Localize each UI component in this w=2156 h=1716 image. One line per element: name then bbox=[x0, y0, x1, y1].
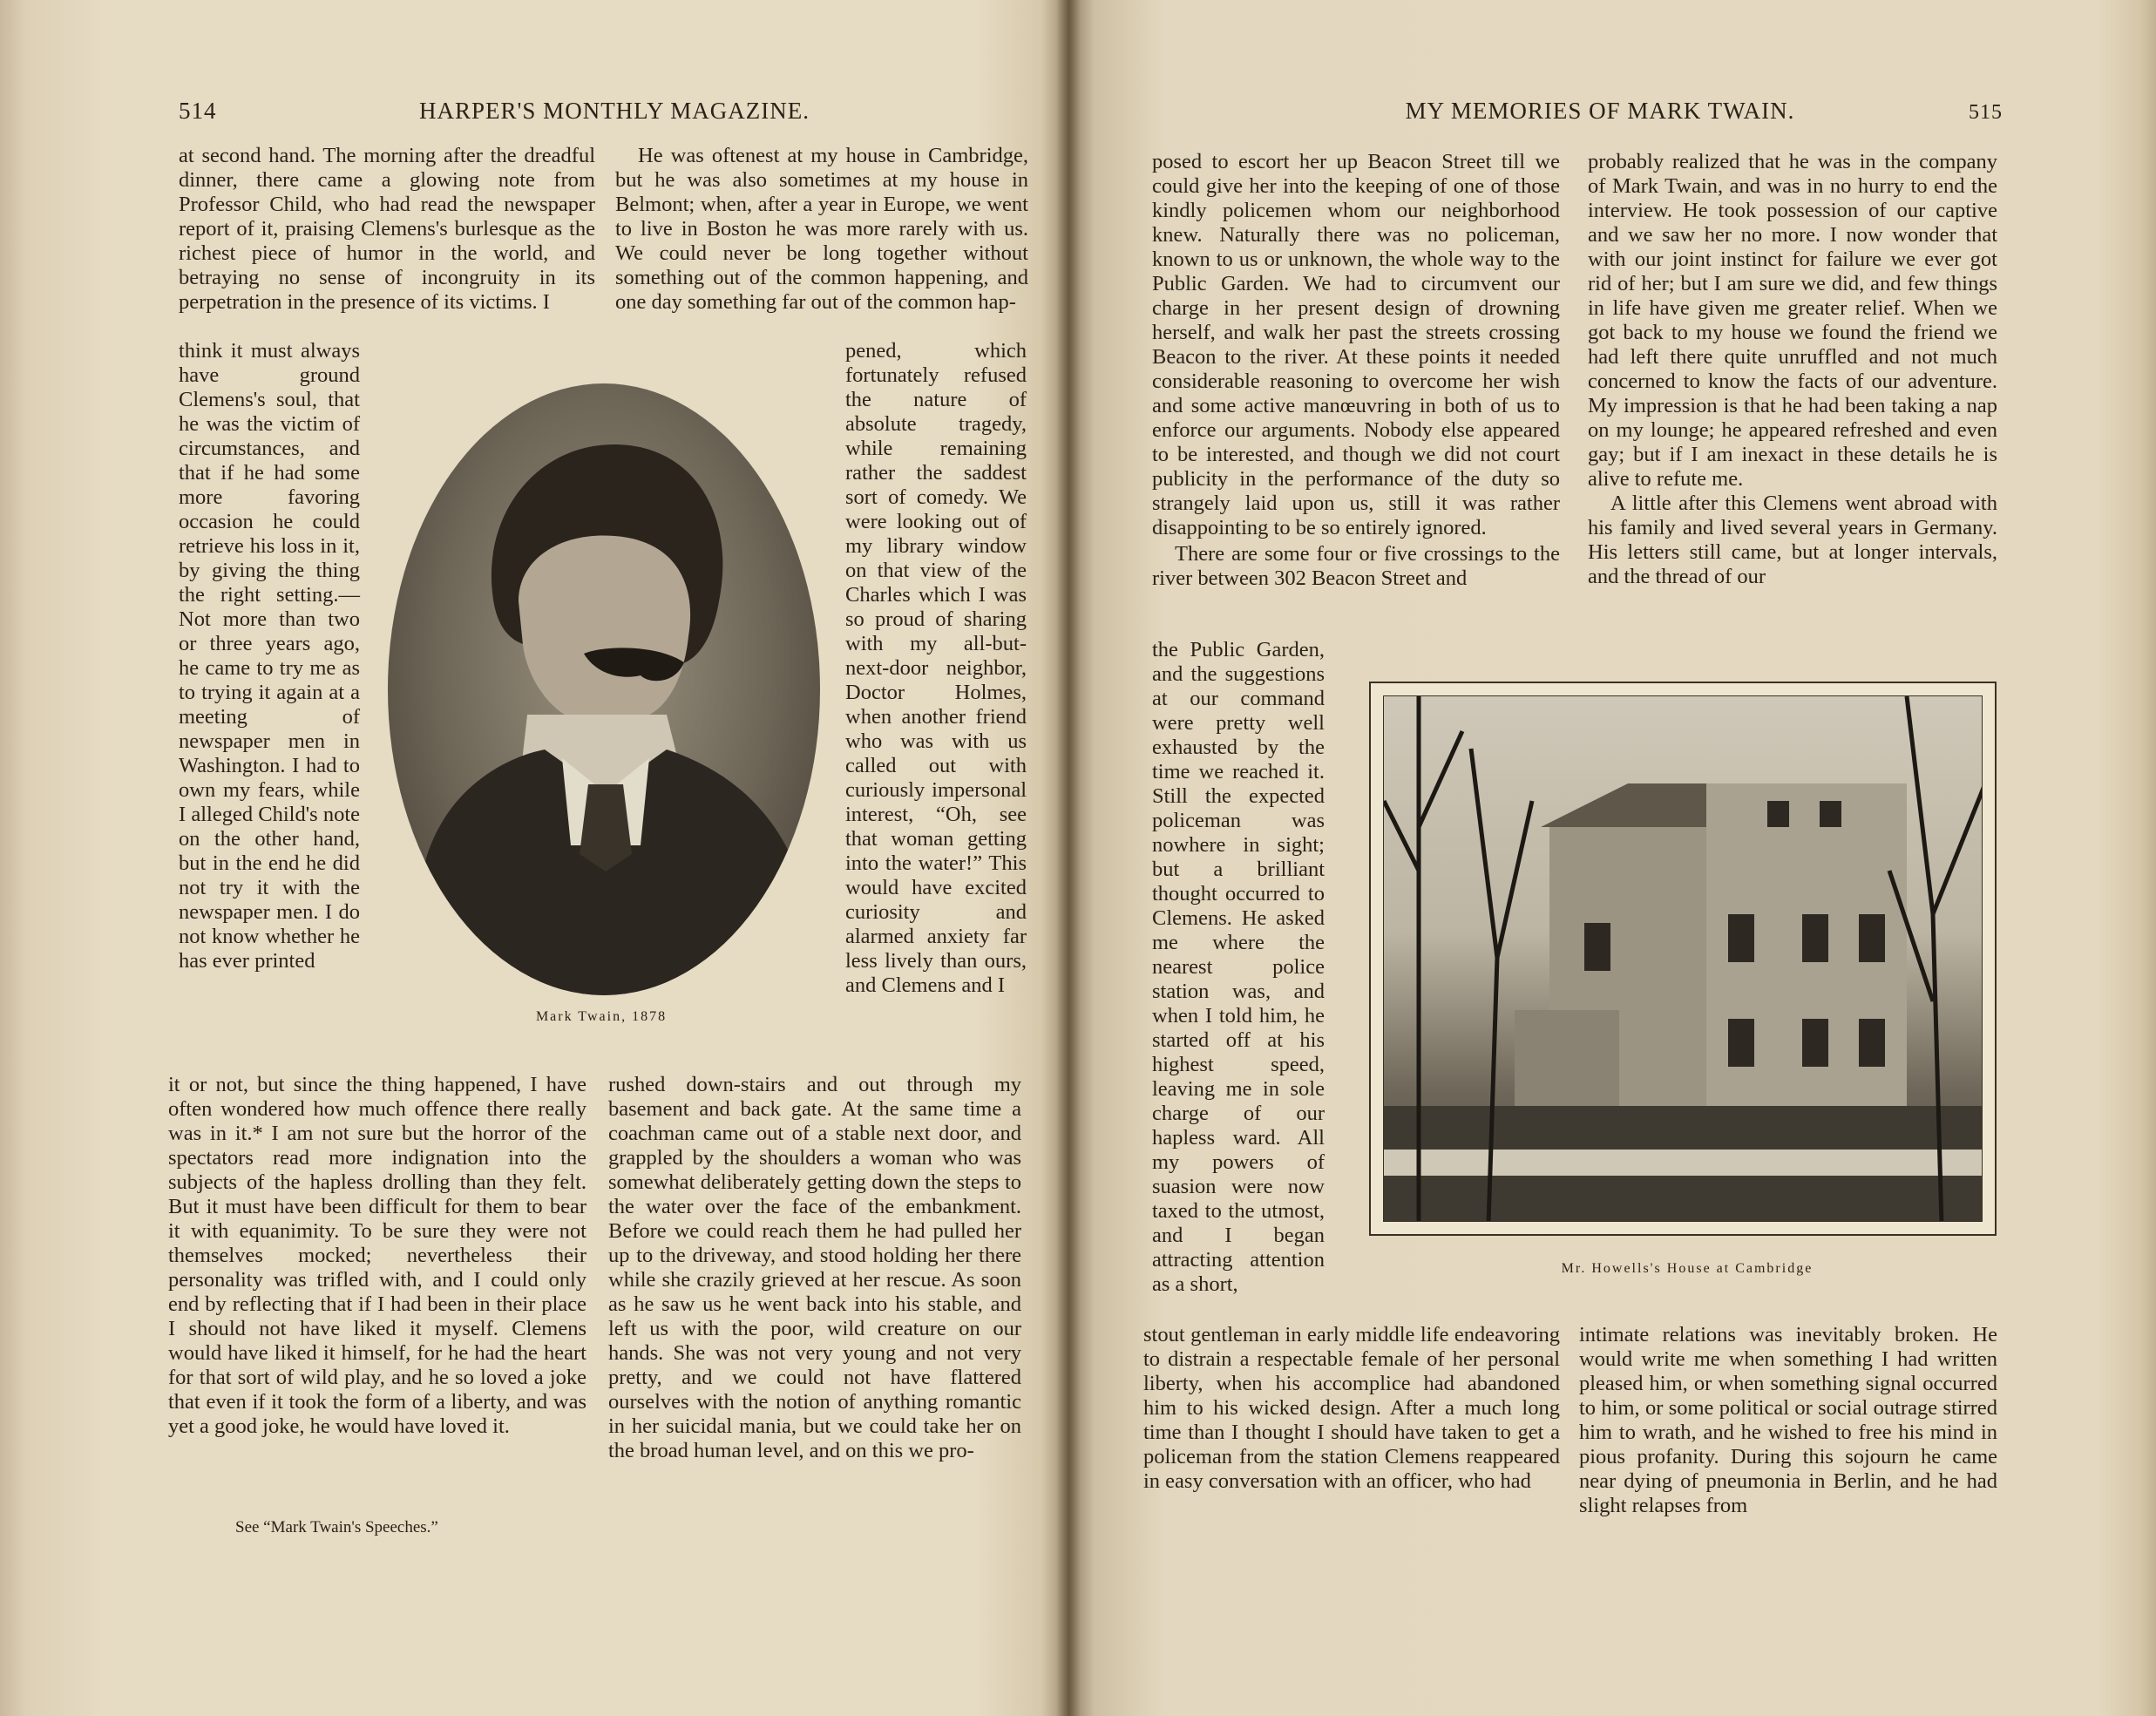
paragraph: rushed down-stairs and out through my basement and back gate. At the same time a coachman came out of a stable next door, and grappled by the shoulders a woman who was somewhat deliberately getting down the steps to the water over the face of the embankment. Before we could reach them he had pulled her up to the driveway, and stood holding her there while she crazily grieved at her rescue. As soon as he saw us he went back into his stable, and left us with the poor, wild creature on our hands. She was not very young and not very pretty, and we could not have flattered ourselves with the notion of anything romantic in her suicidal mania, but we could take her on the broad human level, and on this we pro- bbox=[608, 1073, 1021, 1462]
house-illustration bbox=[1384, 696, 1983, 1222]
right-col1-bottom bbox=[1143, 1323, 1560, 1494]
paragraph: the Public Garden, and the suggestions at our command were pretty well exhausted by the time we reached it. Still the expected policeman was nowhere in sight; but a brilliant thought occurred to Clemens. He asked me where the nearest police station was, and when I told him, he started off at his highest speed, leaving me in sole charge of our hapless ward. All my powers of suasion were now taxed to the utmost, and I began attracting attention as a short, bbox=[1152, 638, 1325, 1296]
paragraph: There are some four or five crossings to the river between 302 Beacon Street and bbox=[1152, 542, 1560, 590]
page-number-left: 514 bbox=[179, 98, 217, 124]
paragraph: pened, which fortunately refused the nature of absolute tragedy, while remaining rather the saddest sort of comedy. We were looking out of my library window on that view of the Charles which I was so proud of sharing with my all-but-next-door neighbor, Doctor Holmes, when another friend who was with us called out with curiously impersonal interest, “Oh, see that woman getting into the water!” This would have excited curiosity and alarmed anxiety far less lively than ours, and Clemens and I bbox=[845, 339, 1027, 997]
paragraph: He was oftenest at my house in Cambridge, but he was also sometimes at my house in Belmont; when, after a year in Europe, we went to live in Boston he was more rarely with us. We could never be long together without something out of the common happening, and one day something far out of the common hap- bbox=[615, 144, 1028, 314]
mark-twain-portrait bbox=[388, 383, 820, 995]
book-gutter bbox=[1056, 0, 1081, 1716]
paragraph: at second hand. The morning after the dreadful dinner, there came a glowing note from Professor Child, who had read the newspaper report of it, praising Clemens's burlesque as the richest piece of humor in the world, and betraying no sense of incongruity in its perpetration in the presence of its victims. I bbox=[179, 144, 595, 314]
paragraph: stout gentleman in early middle life endeavoring to distrain a respectable female of her personal liberty, when his accomplice had abandoned him to his wicked design. After a much long time than I thought I should have taken to get a policeman from the station Clemens reappeared in easy conversation with an officer, who had bbox=[1143, 1323, 1560, 1493]
paragraph: think it must always have ground Clemens's soul, that he was the victim of circumstances, and that if he had some more favoring occasion he could retrieve his loss in it, by giving the thing the right setting.—Not more than two or three years ago, he came to try me as to trying it again at a meeting of newspaper men in Washington. I had to own my fears, while I alleged Child's note on the other hand, but in the end he did not try it with the newspaper men. I do not know whether he has ever printed bbox=[179, 339, 360, 973]
house-photo-frame bbox=[1369, 682, 1997, 1236]
paragraph: probably realized that he was in the company of Mark Twain, and was in no hurry to end the interview. He took possession of our captive and we saw her no more. I now wonder that with our joint instinct for failure we ever got rid of her; but I am sure we did, and few things in life have given me greater relief. When we got back to my house we found the friend we had left there quite unruffled and not much concerned to know the facts of our adventure. My impression is that he had been taking a nap on my lounge; he appeared refreshed and even gay; but if I am inexact in these details he is alive to refute me. bbox=[1588, 150, 1997, 491]
right-col2-bottom bbox=[1579, 1323, 1997, 1518]
paragraph: posed to escort her up Beacon Street till we could give her into the keeping of one of those kindly policemen whom our neighborhood knew. Naturally there was no policeman, known to us or unknown, the whole way to the Public Garden. We had to circumvent our charge in her present design of drowning herself, and walk her past the streets crossing Beacon to the river. At these points it needed considerable reasoning to overcome her wish and some active manœuvring in both of us to enforce our arguments. Nobody else appeared to be interested, and though we did not court publicity in the performance of the duty so strangely laid upon us, still it was rather disappointing to be so entirely ignored. bbox=[1152, 150, 1560, 539]
footnote: See “Mark Twain's Speeches.” bbox=[235, 1518, 438, 1536]
left-page bbox=[0, 0, 1068, 1716]
portrait-caption: Mark Twain, 1878 bbox=[535, 1009, 668, 1024]
house-caption: Mr. Howells's House at Cambridge bbox=[1561, 1261, 1814, 1276]
paragraph: it or not, but since the thing happened, I have often wondered how much offence there really was in it.* I am not sure but the horror of the spectators read more indignation into the subjects of the hapless drolling than they felt. But it must have been difficult for them to bear it with equanimity. To be sure they were not themselves mocked; nevertheless their personality was trifled with, and I could only end by reflecting that if I had been in their place I should not have liked it myself. Clemens would have liked it himself, for he had the heart for that sort of wild play, and he so loved a joke that even if it took the form of a liberty, and was yet a good joke, he would have loved it. bbox=[168, 1073, 586, 1438]
left-col2-narrow bbox=[845, 339, 1027, 998]
running-header-left: HARPER'S MONTHLY MAGAZINE. bbox=[419, 98, 810, 124]
right-col1-narrow bbox=[1152, 638, 1325, 1297]
paragraph: intimate relations was inevitably broken. He would write me when something I had written pleased him, or when something signal occurred to him, or some political or social outrage stirred him to wrath, and he wished to free his mind in pious profanity. During this sojourn he came near dying of pneumonia in Berlin, and he had slight relapses from bbox=[1579, 1323, 1997, 1517]
left-col1-bottom bbox=[168, 1073, 586, 1439]
left-col1-narrow bbox=[179, 339, 360, 973]
page-number-right: 515 bbox=[1969, 101, 2003, 124]
right-page bbox=[1068, 0, 2156, 1716]
paragraph: A little after this Clemens went abroad with his family and lived several years in Germany. His letters still came, but at longer intervals, and the thread of our bbox=[1588, 492, 1997, 588]
right-col1-top bbox=[1152, 150, 1560, 591]
running-header-right: MY MEMORIES OF MARK TWAIN. bbox=[1405, 98, 1795, 124]
house-photo bbox=[1383, 695, 1983, 1222]
right-col2-top bbox=[1588, 150, 1997, 589]
left-col2-top bbox=[615, 144, 1028, 315]
left-col2-bottom bbox=[608, 1073, 1021, 1463]
left-col1-top bbox=[179, 144, 595, 315]
portrait-oval bbox=[388, 383, 820, 995]
